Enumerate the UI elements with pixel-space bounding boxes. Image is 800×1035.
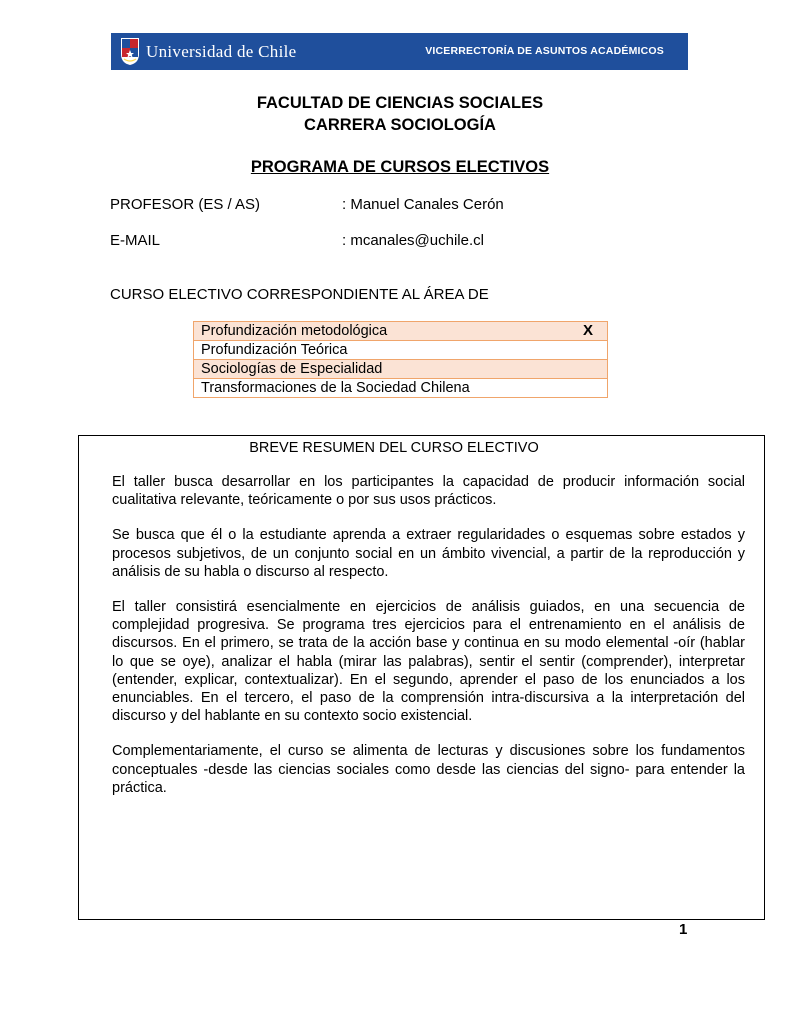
university-crest-icon bbox=[119, 36, 141, 66]
vicerrectoria-label: VICERRECTORÍA DE ASUNTOS ACADÉMICOS bbox=[425, 45, 664, 57]
summary-title: BREVE RESUMEN DEL CURSO ELECTIVO bbox=[249, 440, 539, 456]
area-row bbox=[194, 322, 608, 341]
summary-paragraph: Se busca que él o la estudiante aprenda a extraer regularidades o esquemas sobre estados y procesos subjetivos, de un conjunto social en un ámbito vivencial, a partir de la reproducción y análisis de su habla o discurso al respecto. bbox=[112, 527, 745, 580]
summary-paragraph: El taller consistirá esencialmente en ejercicios de análisis guiados, en una secuencia de complejidad progresiva. Se programa tres ejercicios para el entrenamiento en el análisis de discursos. En el primero, se trata de la acción base y continua en su modo elemental -oír (hablar lo que se oye), analizar el habla (mirar las palabras), sentir el sentir (comprender), interpretar (entender, explicar, contextualizar). En el segundo, aprender el paso de los enunciados a los enunciables. En el tercero, el paso de la comprensión intra-discursiva a la interpretación del discurso y del hablante en su contexto socio existencial. bbox=[112, 599, 745, 725]
area-option-label: Profundización metodológica bbox=[201, 323, 388, 339]
summary-box bbox=[78, 435, 765, 920]
email-label: E-MAIL bbox=[110, 232, 161, 249]
area-option-label: Transformaciones de la Sociedad Chilena bbox=[201, 380, 470, 396]
page-number: 1 bbox=[679, 921, 688, 938]
selected-mark: X bbox=[582, 322, 593, 339]
area-table bbox=[193, 321, 608, 398]
area-row bbox=[194, 360, 608, 379]
summary-paragraph: El taller busca desarrollar en los participantes la capacidad de producir información social cualitativa relevante, teóricamente o por sus usos prácticos. bbox=[112, 474, 745, 509]
area-option-label: Profundización Teórica bbox=[201, 342, 348, 358]
email-value: : mcanales@uchile.cl bbox=[342, 232, 484, 249]
header-banner bbox=[111, 33, 688, 70]
area-option-label: Sociologías de Especialidad bbox=[201, 361, 383, 377]
professor-value: : Manuel Canales Cerón bbox=[342, 196, 504, 213]
university-name: Universidad de Chile bbox=[146, 42, 297, 61]
professor-label: PROFESOR (ES / AS) bbox=[110, 196, 261, 213]
faculty-title: FACULTAD DE CIENCIAS SOCIALES bbox=[256, 94, 544, 112]
area-row bbox=[194, 379, 608, 398]
area-row bbox=[194, 341, 608, 360]
summary-body bbox=[112, 473, 745, 814]
area-option-cell bbox=[194, 360, 608, 379]
area-option-cell bbox=[194, 341, 608, 360]
summary-paragraph: Complementariamente, el curso se alimenta de lecturas y discusiones sobre los fundamentos conceptuales -desde las ciencias sociales como desde las ciencias del signo- para entender la práctica. bbox=[112, 743, 745, 796]
program-title: PROGRAMA DE CURSOS ELECTIVOS bbox=[250, 158, 550, 176]
area-option-cell bbox=[194, 379, 608, 398]
career-title: CARRERA SOCIOLOGÍA bbox=[304, 116, 496, 134]
area-option-cell bbox=[194, 322, 608, 341]
area-intro: CURSO ELECTIVO CORRESPONDIENTE AL ÁREA DE bbox=[110, 286, 489, 303]
